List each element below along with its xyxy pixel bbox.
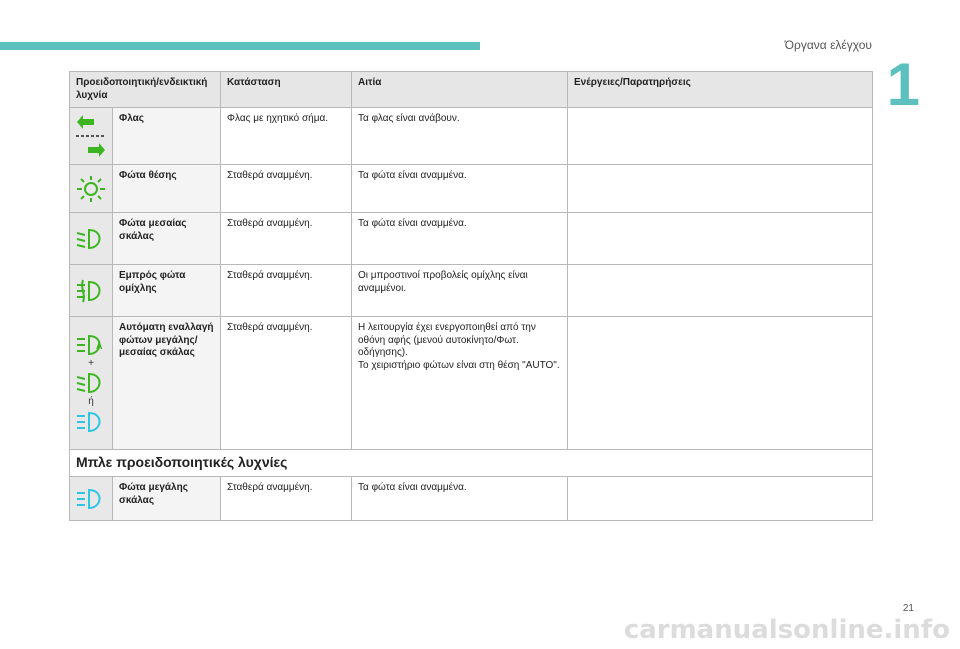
main-beam-icon: [74, 411, 108, 433]
lamp-state: Σταθερά αναμμένη.: [221, 213, 352, 265]
main-beam-icon: [74, 487, 108, 511]
lamp-action: [568, 265, 873, 317]
lamp-name: Φλας: [113, 108, 221, 165]
page-number: 21: [902, 603, 914, 614]
lamp-cause: Τα φώτα είναι αναμμένα.: [352, 213, 568, 265]
lamp-state: Σταθερά αναμμένη.: [221, 477, 352, 521]
table-row: [70, 265, 873, 317]
table-row: [70, 108, 873, 165]
table-header-row: [70, 72, 873, 108]
icon-cell: [70, 213, 113, 265]
lamp-name: Αυτόματη εναλλαγή φώτων μεγάλης/μεσαίας σκάλας: [113, 317, 221, 450]
lamp-action: [568, 165, 873, 213]
lamp-state: Σταθερά αναμμένη.: [221, 165, 352, 213]
subheading-row: [70, 450, 873, 477]
icon-cell: [70, 108, 113, 165]
lamp-cause: [352, 317, 568, 450]
col-header-lamp: Προειδοποιητική/ενδεικτική λυχνία: [70, 72, 221, 108]
lamp-cause: Τα φώτα είναι αναμμένα.: [352, 165, 568, 213]
lamp-action: [568, 213, 873, 265]
col-header-cause: Αιτία: [352, 72, 568, 108]
lamp-state: Σταθερά αναμμένη.: [221, 317, 352, 450]
cause-line: Το χειριστήριο φώτων είναι στη θέση "AUTO".: [358, 359, 560, 371]
icon-cell: [70, 317, 113, 450]
front-fog-icon: [74, 278, 108, 304]
lamp-cause: Τα φλας είναι ανάβουν.: [352, 108, 568, 165]
svg-text:A: A: [96, 340, 103, 351]
icon-cell: [70, 477, 113, 521]
section-title: Όργανα ελέγχου: [784, 38, 872, 52]
subheading-blue-lamps: Μπλε προειδοποιητικές λυχνίες: [70, 450, 873, 477]
col-header-action: Ενέργειες/Παρατηρήσεις: [568, 72, 873, 108]
dipped-beam-icon: [74, 372, 108, 394]
lamp-cause: Τα φώτα είναι αναμμένα.: [352, 477, 568, 521]
lamp-name: Φώτα μεσαίας σκάλας: [113, 213, 221, 265]
lamp-name: Φώτα μεγάλης σκάλας: [113, 477, 221, 521]
lamp-action: [568, 108, 873, 165]
sidelights-icon: [74, 174, 108, 204]
turn-signals-icon: [74, 113, 108, 159]
separator-plus: +: [88, 357, 94, 369]
lamp-state: Σταθερά αναμμένη.: [221, 265, 352, 317]
table-row: [70, 213, 873, 265]
lamp-name: Φώτα θέσης: [113, 165, 221, 213]
auto-beam-icon: [74, 334, 108, 356]
chapter-number: 1: [886, 51, 920, 118]
lamp-cause: Οι μπροστινοί προβολείς ομίχλης είναι αναμμένοι.: [352, 265, 568, 317]
table-row: [70, 317, 873, 450]
icon-cell: [70, 265, 113, 317]
warning-lamps-table: [69, 71, 873, 521]
table-row: [70, 165, 873, 213]
dipped-beam-icon: [74, 226, 108, 252]
cause-line: Η λειτουργία έχει ενεργοποιηθεί από την οθόνη αφής (μενού αυτοκίνητο/Φωτ. οδήγησης).: [358, 322, 536, 358]
lamp-state: Φλας με ηχητικό σήμα.: [221, 108, 352, 165]
lamp-action: [568, 477, 873, 521]
icon-cell: [70, 165, 113, 213]
top-accent-bar: [0, 42, 480, 50]
lamp-name: Εμπρός φώτα ομίχλης: [113, 265, 221, 317]
watermark: carmanualsonline.info: [623, 615, 950, 645]
table-row: [70, 477, 873, 521]
separator-or: ή: [88, 396, 94, 407]
col-header-state: Κατάσταση: [221, 72, 352, 108]
lamp-action: [568, 317, 873, 450]
